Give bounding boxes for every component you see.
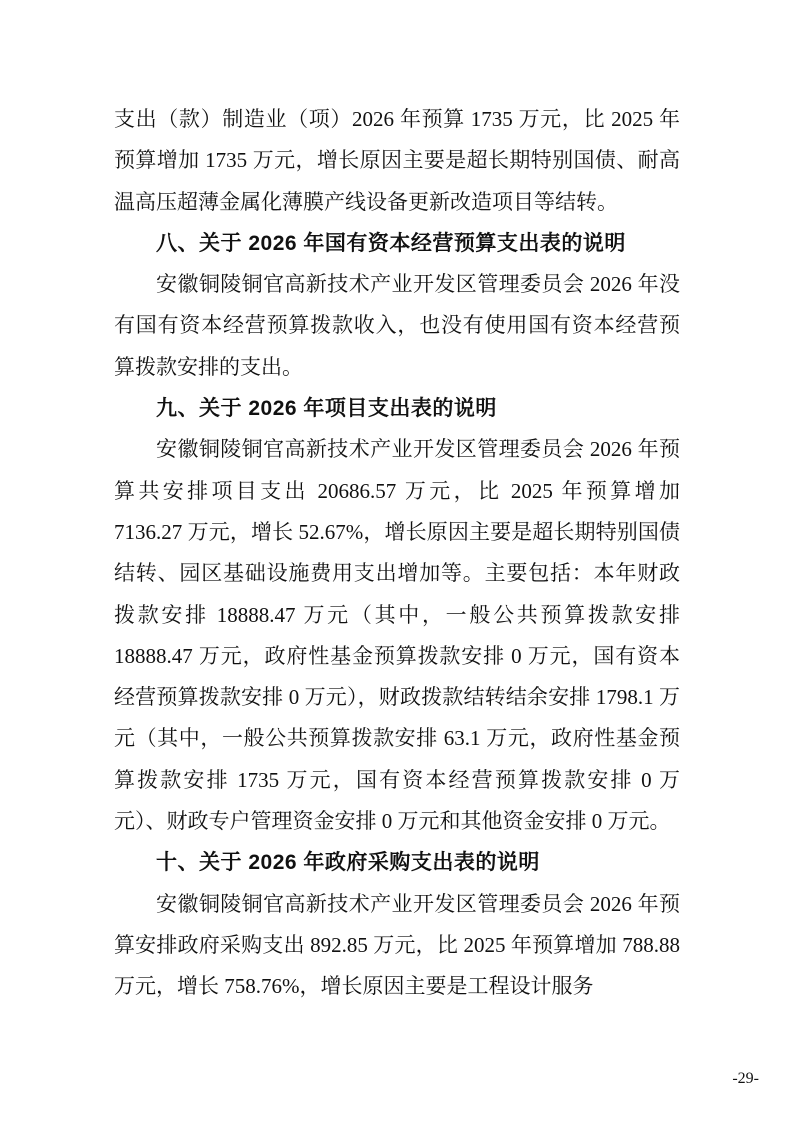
paragraph-state-capital-budget: 安徽铜陵铜官高新技术产业开发区管理委员会 2026 年没有国有资本经营预算拨款收入，也没有使用国有资本经营预算拨款安排的支出。 <box>114 272 680 379</box>
section-heading-9-project-expenditure: 九、关于 2026 年项目支出表的说明 <box>156 397 497 421</box>
page-number: -29- <box>732 1070 759 1087</box>
section-heading-10-government-procurement: 十、关于 2026 年政府采购支出表的说明 <box>156 851 540 875</box>
document-body <box>114 99 680 1008</box>
paragraph-expenditure-manufacturing: 支出（款）制造业（项）2026 年预算 1735 万元，比 2025 年预算增加 1735 万元，增长原因主要是超长期特别国债、耐高温高压超薄金属化薄膜产线设备更新改造项目等结转。 <box>114 107 680 214</box>
paragraph-project-expenditure: 安徽铜陵铜官高新技术产业开发区管理委员会 2026 年预算共安排项目支出 20686.57 万元，比 2025 年预算增加 7136.27 万元，增长 52.67%，增长原因主要是超长期特别国债结转、园区基础设施费用支出增加等。主要包括：本年财政拨款安排 18888.47 万元（其中，一般公共预算拨款安排 18888.47 万元，政府性基金预算拨款安排 0 万元，国有资本经营预算拨款安排 0 万元），财政拨款结转结余安排 1798.1 万元（其中，一般公共预算拨款安排 63.1 万元，政府性基金预算拨款安排 1735 万元，国有资本经营预算拨款安排 0 万元）、财政专户管理资金安排 0 万元和其他资金安排 0 万元。 <box>114 437 680 834</box>
paragraph-government-procurement: 安徽铜陵铜官高新技术产业开发区管理委员会 2026 年预算安排政府采购支出 892.85 万元，比 2025 年预算增加 788.88 万元，增长 758.76%，增长原因主要是工程设计服务 <box>114 891 680 999</box>
section-heading-8-state-capital-budget: 八、关于 2026 年国有资本经营预算支出表的说明 <box>156 231 626 255</box>
